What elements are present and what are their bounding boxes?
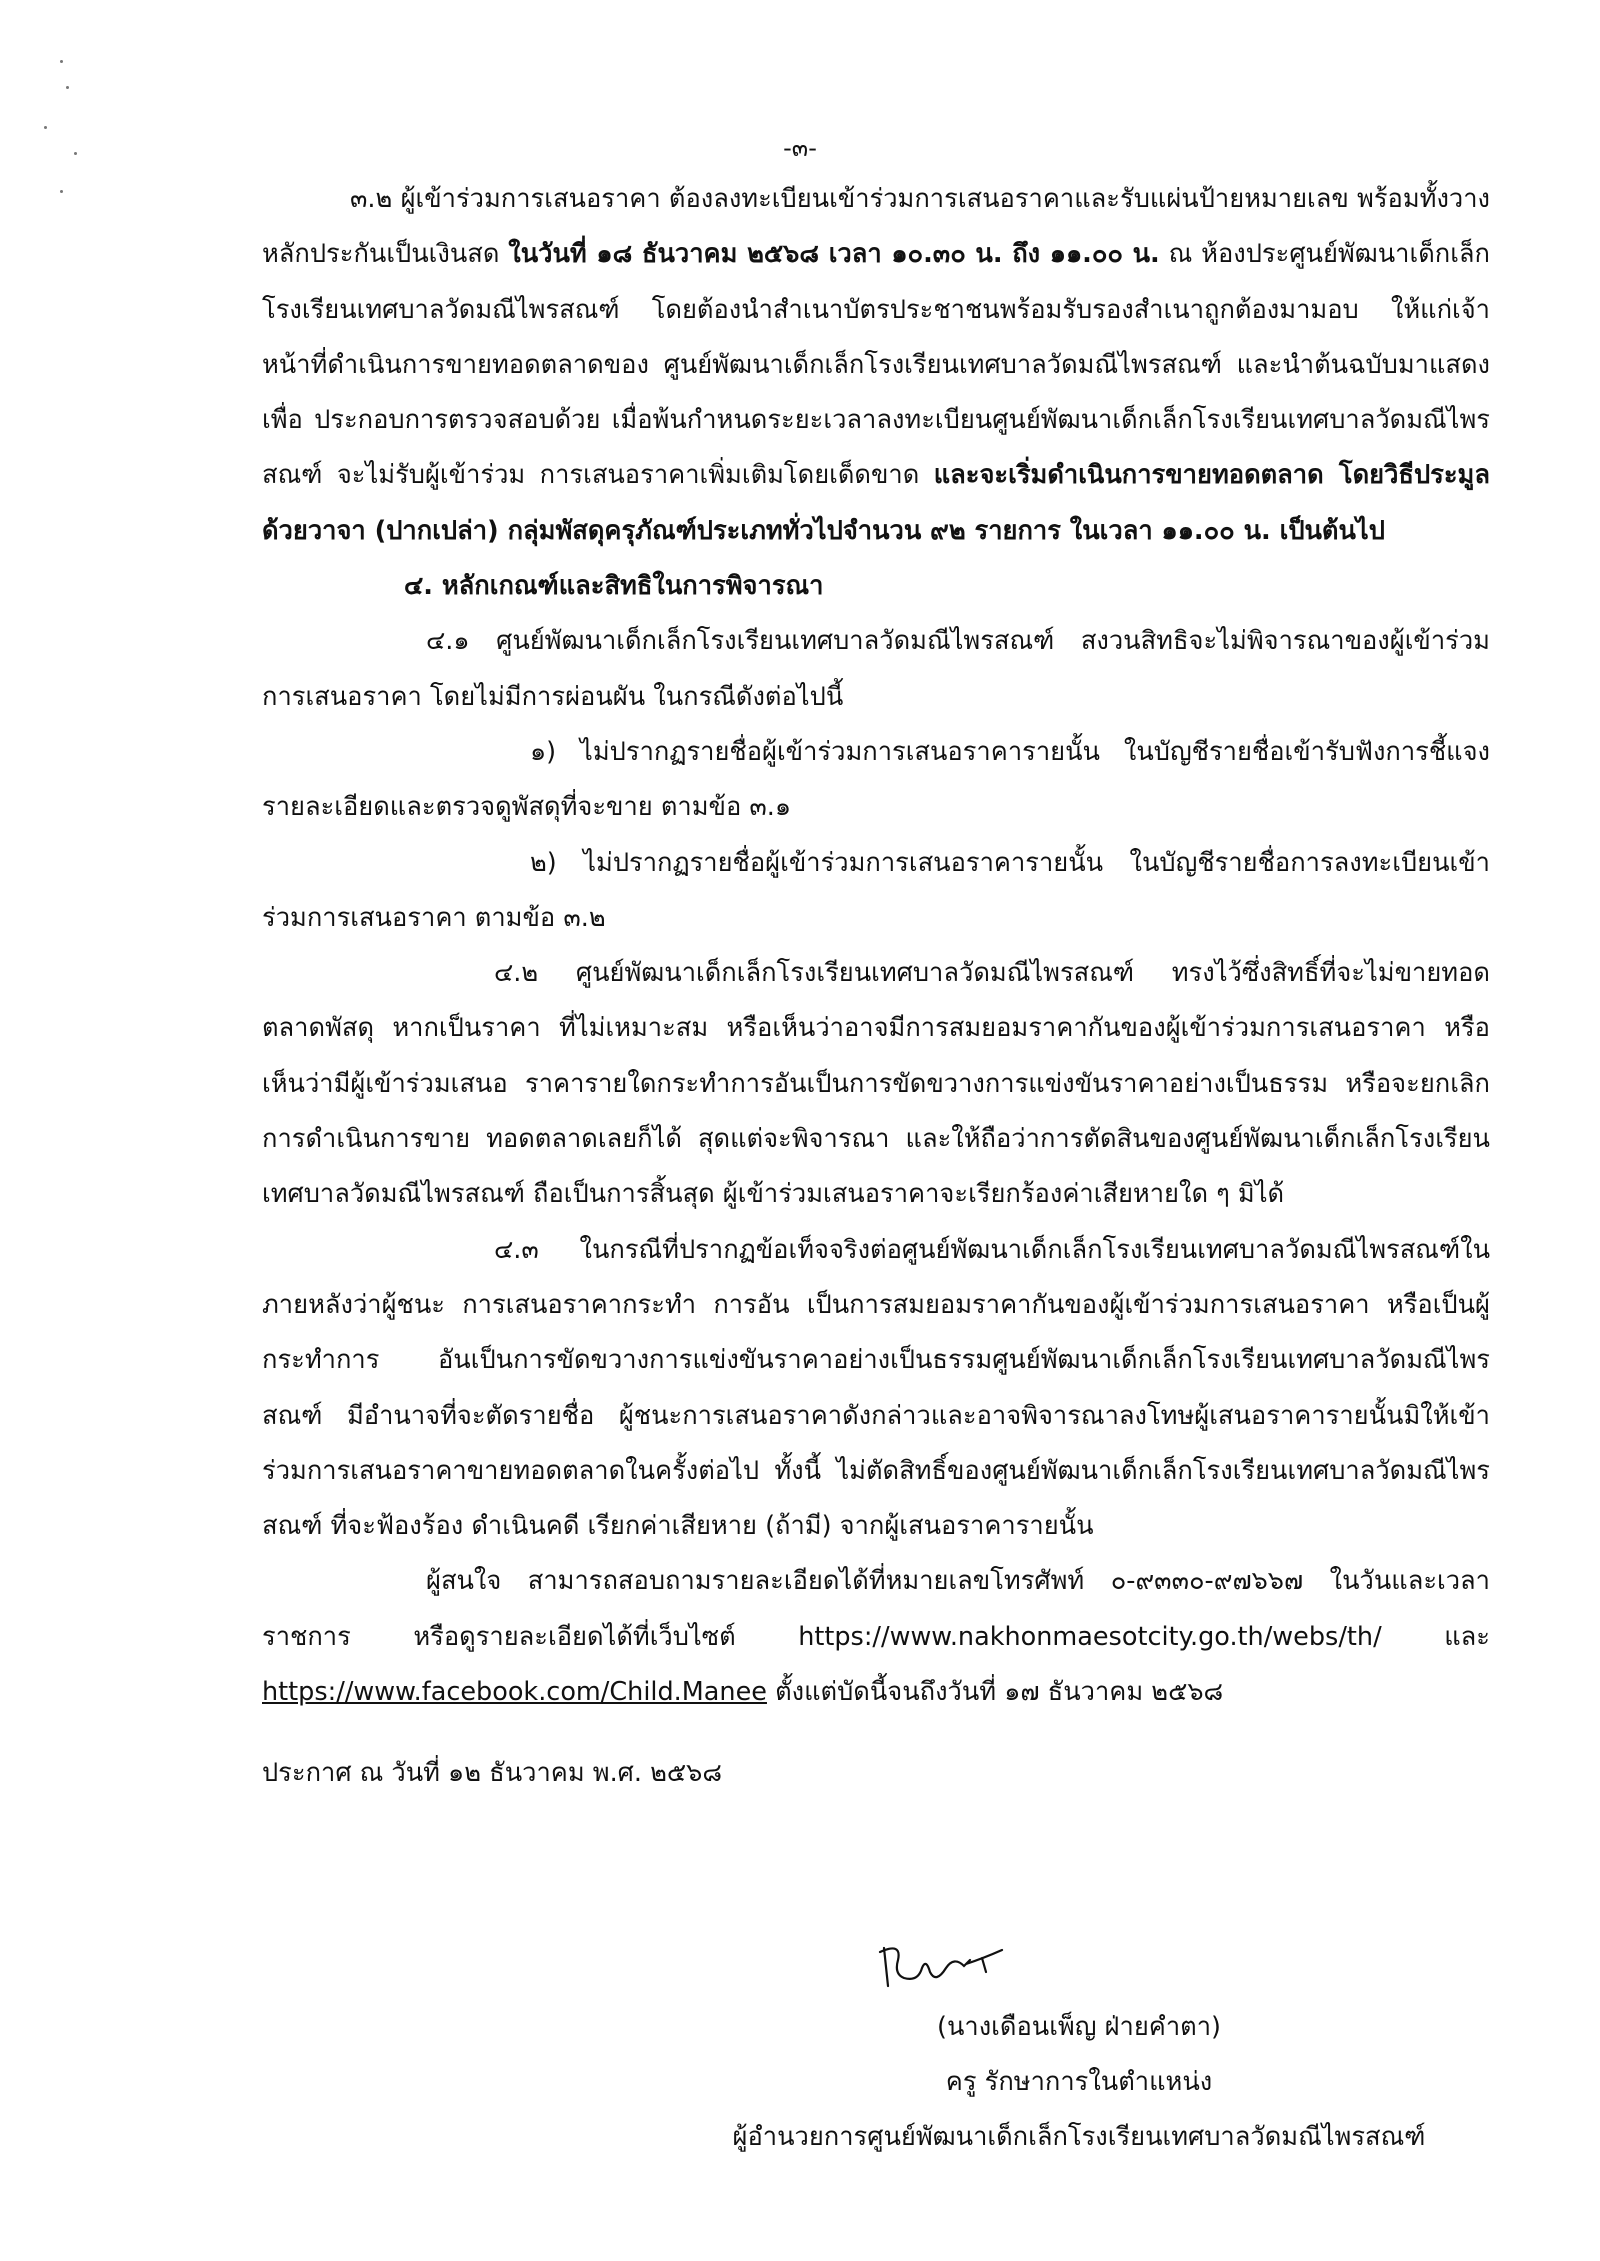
contact-paragraph — [262, 1554, 1490, 1720]
section-3-2-line2: พร้อมทั้งวางหลักประกันเป็นเงินสด — [262, 184, 1491, 270]
signer-position: ครู รักษาการในตำแหน่ง — [945, 2067, 1213, 2097]
website-url: https://www.nakhonmaesotcity.go.th/webs/th/ — [798, 1621, 1382, 1652]
section-3-2-body: ณ ห้องประศูนย์พัฒนาเด็กเล็กโรงเรียนเทศบาลวัดมณีไพรสณฑ์ โดยต้องนำสำเนาบัตรประชาชนพร้อมรับรองสำเนาถูกต้องมามอบ ให้แก่เจ้าหน้าที่ดำเนินการขายทอดตลาดของ ศูนย์พัฒนาเด็กเล็กโรงเรียนเทศบาลวัดมณีไพรสณฑ์ และนำต้นฉบับมาแสดงเพื่อ ประกอบการตรวจสอบด้วย เมื่อพ้นกำหนดระยะเวลาลงทะเบียนศูนย์พัฒนาเด็กเล็กโรงเรียนเทศบาลวัดมณีไพรสณฑ์ จะไม่รับผู้เข้าร่วม การเสนอราคาเพิ่มเติมโดยเด็ดขาด — [262, 239, 1490, 491]
auction-start-statement: และจะเริ่มดำเนินการขายทอดตลาด โดยวิธีประมูลด้วยวาจา (ปากเปล่า) กลุ่มพัสดุครุภัณฑ์ประเภททั่วไปจำนวน ๙๒ รายการ ในเวลา ๑๑.๐๐ น. เป็นต้นไป — [262, 460, 1490, 546]
page-number: -๓- — [783, 134, 817, 162]
section-4-2: ๔.๒ ศูนย์พัฒนาเด็กเล็กโรงเรียนเทศบาลวัดมณีไพรสณฑ์ ทรงไว้ซึ่งสิทธิ์ที่จะไม่ขายทอดตลาดพัสดุ หากเป็นราคา ที่ไม่เหมาะสม หรือเห็นว่าอาจมีการสมยอมราคากันของผู้เข้าร่วมการเสนอราคา หรือเห็นว่ามีผู้เข้าร่วมเสนอ ราคารายใดกระทำการอันเป็นการขัดขวางการแข่งขันราคาอย่างเป็นธรรม หรือจะยกเลิกการดำเนินการขาย ทอดตลาดเลยก็ได้ สุดแต่จะพิจารณา และให้ถือว่าการตัดสินของศูนย์พัฒนาเด็กเล็กโรงเรียนเทศบาลวัดมณีไพรสณฑ์ ถือเป็นการสิ้นสุด ผู้เข้าร่วมเสนอราคาจะเรียกร้องค่าเสียหายใด ๆ มิได้ — [262, 958, 1490, 1210]
signer-title: ผู้อำนวยการศูนย์พัฒนาเด็กเล็กโรงเรียนเทศบาลวัดมณีไพรสณฑ์ — [732, 2122, 1426, 2152]
handwritten-signature — [874, 1938, 1024, 1998]
section-4-1: ๔.๑ ศูนย์พัฒนาเด็กเล็กโรงเรียนเทศบาลวัดมณีไพรสณฑ์ สงวนสิทธิจะไม่พิจารณาของผู้เข้าร่วมการเสนอราคา โดยไม่มีการผ่อนผัน ในกรณีดังต่อไปนี้ — [262, 626, 1490, 712]
section-3-2 — [262, 172, 1490, 559]
contact-text: ผู้สนใจ สามารถสอบถามรายละเอียดได้ที่หมายเลขโทรศัพท์ ๐-๙๓๓๐-๙๗๖๖๗ ในวันและเวลาราชการ หรือดูรายละเอียดได้ที่เว็บไซต์ — [262, 1566, 1490, 1652]
section-3-2-line1: ๓.๒ ผู้เข้าร่วมการเสนอราคา ต้องลงทะเบียนเข้าร่วมการเสนอราคาและรับแผ่นป้ายหมายเลข — [350, 184, 1349, 214]
facebook-link[interactable]: https://www.facebook.com/Child.Manee — [262, 1677, 767, 1708]
signer-name: (นางเดือนเพ็ญ ฝ่ายคำตา) — [937, 2012, 1221, 2042]
section-4-heading: ๔. หลักเกณฑ์และสิทธิในการพิจารณา — [404, 571, 824, 602]
contact-and: และ — [1381, 1621, 1490, 1652]
condition-item-1: ๑) ไม่ปรากฏรายชื่อผู้เข้าร่วมการเสนอราคารายนั้น ในบัญชีรายชื่อเข้ารับฟังการชี้แจงรายละเอียดและตรวจดูพัสดุที่จะขาย ตามข้อ ๓.๑ — [262, 736, 1490, 823]
document-body — [262, 172, 1490, 1802]
registration-date: ในวันที่ ๑๘ ธันวาคม ๒๕๖๘ เวลา ๑๐.๓๐ น. ถึง ๑๑.๐๐ น. — [508, 239, 1160, 270]
signature-block — [694, 1930, 1464, 2165]
section-4-3: ๔.๓ ในกรณีที่ปรากฏข้อเท็จจริงต่อศูนย์พัฒนาเด็กเล็กโรงเรียนเทศบาลวัดมณีไพรสณฑ์ในภายหลังว่าผู้ชนะ การเสนอราคากระทำ การอัน เป็นการสมยอมราคากันของผู้เข้าร่วมการเสนอราคา หรือเป็นผู้กระทำการ อันเป็นการขัดขวางการแข่งขันราคาอย่างเป็นธรรมศูนย์พัฒนาเด็กเล็กโรงเรียนเทศบาลวัดมณีไพรสณฑ์ มีอำนาจที่จะตัดรายชื่อ ผู้ชนะการเสนอราคาดังกล่าวและอาจพิจารณาลงโทษผู้เสนอราคารายนั้นมิให้เข้าร่วมการเสนอราคาขายทอดตลาดในครั้งต่อไป ทั้งนี้ ไม่ตัดสิทธิ์ของศูนย์พัฒนาเด็กเล็กโรงเรียนเทศบาลวัดมณีไพรสณฑ์ ที่จะฟ้องร้อง ดำเนินคดี เรียกค่าเสียหาย (ถ้ามี) จากผู้เสนอราคารายนั้น — [262, 1234, 1490, 1542]
announcement-date: ประกาศ ณ วันที่ ๑๒ ธันวาคม พ.ศ. ๒๕๖๘ — [262, 1758, 723, 1789]
contact-deadline: ตั้งแต่บัดนี้จนถึงวันที่ ๑๗ ธันวาคม ๒๕๖๘ — [766, 1677, 1224, 1708]
condition-item-2: ๒) ไม่ปรากฏรายชื่อผู้เข้าร่วมการเสนอราคารายนั้น ในบัญชีรายชื่อการลงทะเบียนเข้าร่วมการเสนอราคา ตามข้อ ๓.๒ — [262, 847, 1490, 933]
